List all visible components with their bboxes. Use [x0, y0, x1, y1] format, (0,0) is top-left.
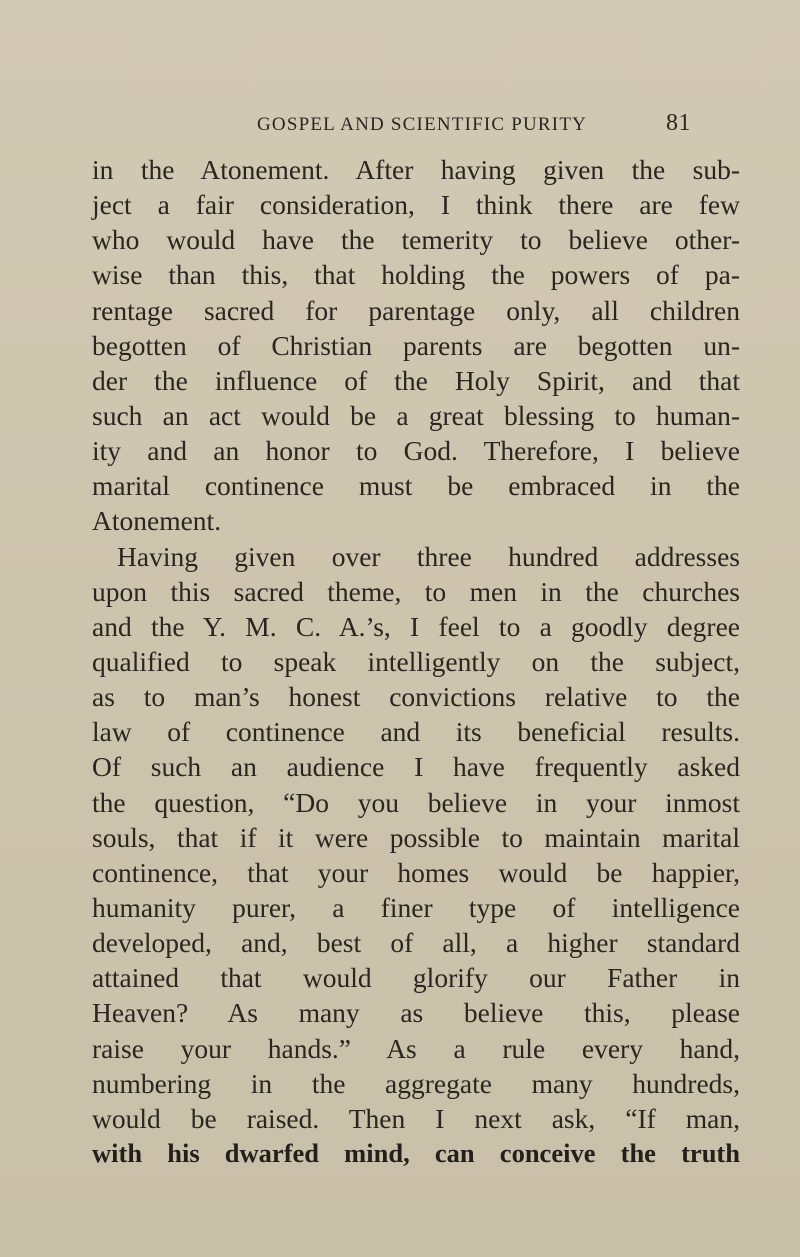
text-line: in the Atonement. After having given the sub- [92, 154, 740, 185]
text-line: continence, that your homes would be happier, [92, 856, 740, 888]
text-line: upon this sacred theme, to men in the churches [92, 575, 740, 607]
text-line: Of such an audience I have frequently asked [92, 751, 740, 783]
body-text [92, 152, 740, 1171]
text-line: would be raised. Then I next ask, “If man, [92, 1102, 740, 1134]
text-line: who would have the temerity to believe other- [92, 224, 740, 256]
text-line: as to man’s honest convictions relative to the [92, 681, 740, 713]
text-line: begotten of Christian parents are begotten un- [92, 329, 740, 361]
paragraph-end-line: Atonement. [92, 505, 222, 537]
text-line: such an act would be a great blessing to human- [92, 399, 740, 431]
text-line: rentage sacred for parentage only, all children [92, 294, 740, 326]
text-line: law of continence and its beneficial results. [92, 716, 740, 748]
text-line: ject a fair consideration, I think there are few [92, 189, 740, 221]
text-line: Heaven? As many as believe this, please [92, 997, 740, 1029]
paragraph-first-line: Having given over three hundred addresses [117, 540, 740, 572]
text-line: and the Y. M. C. A.’s, I feel to a goodly degree [92, 610, 740, 642]
running-title: GOSPEL AND SCIENTIFIC PURITY [257, 114, 588, 135]
text-line: wise than this, that holding the powers of pa- [92, 259, 740, 291]
text-line: der the influence of the Holy Spirit, and that [92, 364, 740, 396]
text-line: the question, “Do you believe in your inmost [92, 786, 740, 818]
page-number: 81 [666, 110, 691, 136]
text-line: humanity purer, a finer type of intelligence [92, 891, 740, 923]
text-line: ity and an honor to God. Therefore, I believe [92, 435, 740, 467]
text-line: developed, and, best of all, a higher standard [92, 927, 740, 959]
text-line: raise your hands.” As a rule every hand, [92, 1032, 740, 1064]
text-line: qualified to speak intelligently on the subject, [92, 645, 740, 677]
text-line: attained that would glorify our Father in [92, 962, 740, 994]
text-line: marital continence must be embraced in the [92, 470, 740, 502]
text-line: numbering in the aggregate many hundreds, [92, 1067, 740, 1099]
text-line: with his dwarfed mind, can conceive the truth [92, 1137, 740, 1168]
text-line: souls, that if it were possible to maintain marital [92, 821, 740, 853]
